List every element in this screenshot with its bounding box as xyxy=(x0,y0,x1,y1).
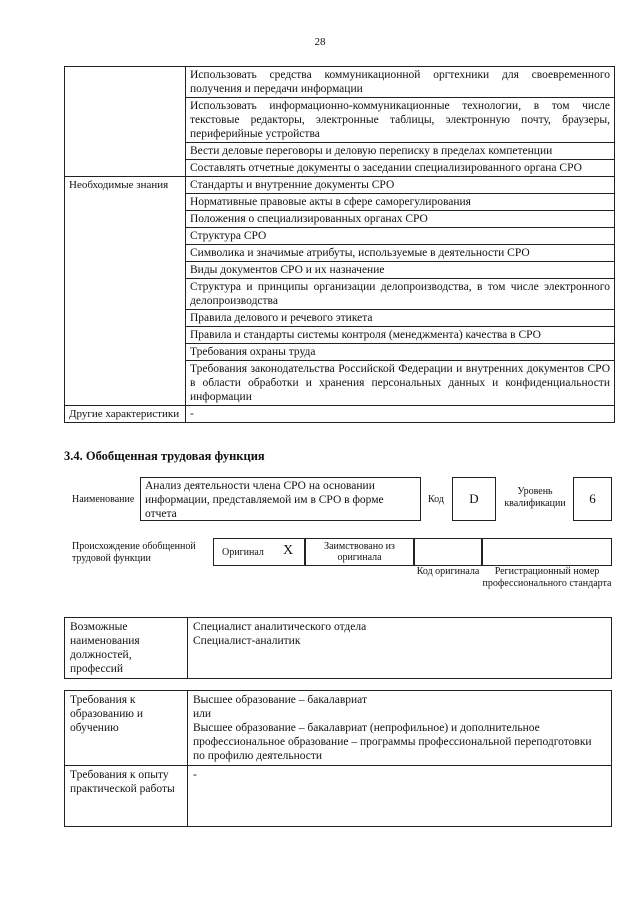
knowledge-row: Требования охраны труда xyxy=(186,344,615,361)
education-line: или xyxy=(193,708,212,720)
other-characteristics-value: - xyxy=(186,406,615,423)
positions-label: Возможные наименования должностей, профессий xyxy=(65,618,188,679)
position-item: Специалист-аналитик xyxy=(193,635,301,647)
code-value-box: D xyxy=(452,477,496,521)
education-label: Требования к образованию и обучению xyxy=(65,691,188,766)
knowledge-row: Требования законодательства Российской Федерации и внутренних документов СРО в области обработки и хранения персональных данных и конфиденциальности информации xyxy=(186,361,615,406)
qualification-level-label: Уровень квалификации xyxy=(504,486,566,509)
knowledge-label: Необходимые знания xyxy=(65,177,186,406)
original-mark: X xyxy=(283,543,294,558)
code-original-cell xyxy=(414,538,482,566)
registration-number-caption: Регистрационный номер профессионального стандарта xyxy=(482,566,612,589)
section-heading: 3.4. Обобщенная трудовая функция xyxy=(64,449,265,463)
knowledge-row: Виды документов СРО и их назначение xyxy=(186,262,615,279)
requirements-table xyxy=(64,690,612,827)
original-label: Оригинал xyxy=(222,547,264,558)
function-name-box: Анализ деятельности члена СРО на основании информации, представляемой им в СРО в форме отчета xyxy=(140,477,421,521)
knowledge-row: Структура СРО xyxy=(186,228,615,245)
knowledge-row: Положения о специализированных органах СРО xyxy=(186,211,615,228)
education-line: Высшее образование – бакалавриат xyxy=(193,694,367,706)
education-cell xyxy=(188,691,612,766)
knowledge-row: Структура и принципы организации делопроизводства, в том числе электронного делопроизводства xyxy=(186,279,615,310)
borrowed-label: Заимствовано из оригинала xyxy=(324,541,395,563)
skill-row: Составлять отчетные документы о заседании специализированного органа СРО xyxy=(186,160,615,177)
knowledge-row: Нормативные правовые акты в сфере саморегулирования xyxy=(186,194,615,211)
positions-table xyxy=(64,617,612,679)
experience-label: Требования к опыту практической работы xyxy=(65,766,188,827)
skill-row: Использовать средства коммуникационной оргтехники для своевременного получения и передачи информации xyxy=(186,67,615,98)
positions-values-cell xyxy=(188,618,612,679)
code-original-caption: Код оригинала xyxy=(416,566,480,577)
page-number: 28 xyxy=(314,36,326,48)
knowledge-row: Символика и значимые атрибуты, используемые в деятельности СРО xyxy=(186,245,615,262)
skill-row: Вести деловые переговоры и деловую переписку в пределах компетенции xyxy=(186,143,615,160)
qualification-level-box: 6 xyxy=(573,477,612,521)
position-item: Специалист аналитического отдела xyxy=(193,621,367,633)
skills-label-cell xyxy=(65,67,186,177)
code-label: Код xyxy=(428,494,444,505)
knowledge-row: Правила и стандарты системы контроля (менеджмента) качества в СРО xyxy=(186,327,615,344)
name-label: Наименование xyxy=(72,494,135,505)
skills-knowledge-table xyxy=(64,66,615,423)
origin-label: Происхождение обобщенной трудовой функции xyxy=(72,541,196,564)
experience-value: - xyxy=(188,766,612,827)
knowledge-row: Стандарты и внутренние документы СРО xyxy=(186,177,615,194)
other-characteristics-label: Другие характеристики xyxy=(65,406,186,423)
registration-number-cell xyxy=(482,538,612,566)
knowledge-row: Правила делового и речевого этикета xyxy=(186,310,615,327)
education-line: Высшее образование – бакалавриат (непрофильное) и дополнительное профессиональное образование – программы профессиональной переподготовки по профилю деятельности xyxy=(193,722,592,762)
skill-row: Использовать информационно-коммуникационные технологии, в том числе текстовые редакторы, электронные таблицы, электронную почту, браузеры, периферийные устройства xyxy=(186,98,615,143)
